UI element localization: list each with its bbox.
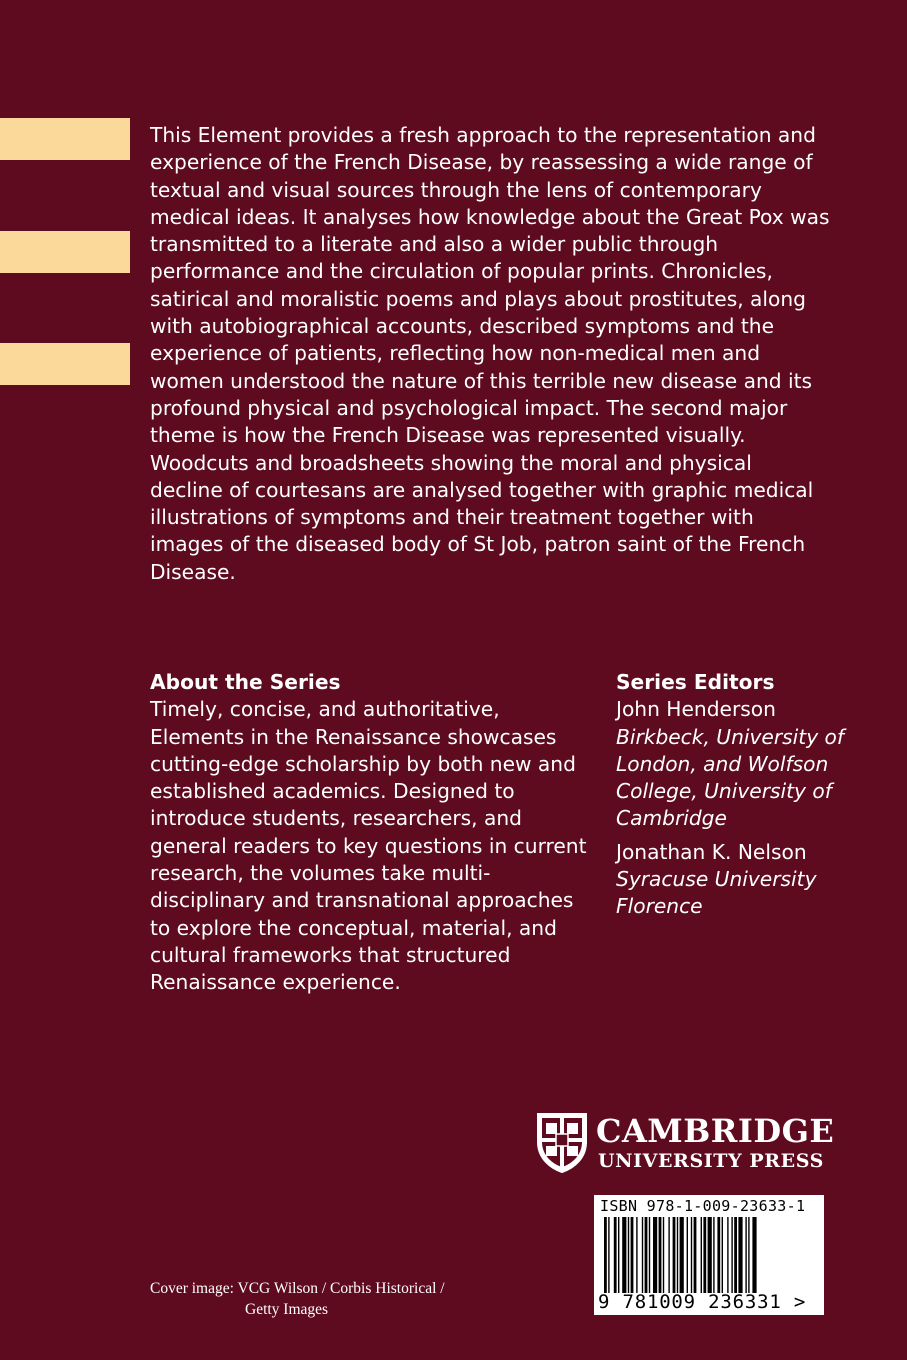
accent-bar-bottom [0, 343, 130, 385]
editor-affiliation: Birkbeck, University of London, and Wolfson College, University of Cambridge [616, 724, 845, 831]
isbn-text: ISBN 978-1-009-23633-1 [600, 1197, 806, 1215]
publisher-name: CAMBRIDGE [596, 1112, 835, 1150]
cover-image-credit [150, 1278, 445, 1320]
editor-entry [616, 839, 896, 921]
about-series-text: Timely, concise, and authoritative, Elements in the Renaissance showcases cutting-edge scholarship by both new and established academics. Designed to introduce students, researchers, and general readers to key questions in current research, the volumes take multi-disciplinary and transnational approaches to explore the conceptual, material, and cultural frameworks that structured Renaissance experience. [150, 697, 587, 995]
barcode-box [594, 1195, 824, 1315]
credit-line-1: Cover image: VCG Wilson / Corbis Historical / [150, 1280, 445, 1297]
series-editors-heading: Series Editors [616, 670, 775, 694]
editor-entry [616, 696, 896, 832]
shield-icon [536, 1112, 588, 1174]
barcode-icon [602, 1217, 806, 1293]
about-series-section [150, 669, 590, 997]
publisher-logo [536, 1112, 836, 1176]
about-series-heading: About the Series [150, 670, 341, 694]
accent-bar-middle [0, 231, 130, 273]
series-editors-section [616, 669, 896, 927]
editor-name: John Henderson [616, 697, 776, 722]
book-description: This Element provides a fresh approach to the representation and experience of the French Disease, by reassessing a wide range of textual and visual sources through the lens of contemporary medical ideas. It analyses how knowledge about the Great Pox was transmitted to a literate and also a wider public through performance and the circulation of popular prints. Chronicles, satirical and moralistic poems and plays about prostitutes, along with autobiographical accounts, described symptoms and the experience of patients, reflecting how non-medical men and women understood the nature of this terrible new disease and its profound physical and psychological impact. The second major theme is how the French Disease was represented visually. Woodcuts and broadsheets showing the moral and physical decline of courtesans are analysed together with graphic medical illustrations of symptoms and their treatment together with images of the diseased body of St Job, patron saint of the French Disease. [150, 123, 830, 584]
editor-affiliation: Syracuse University Florence [616, 867, 817, 919]
editor-name: Jonathan K. Nelson [616, 839, 807, 864]
publisher-subtitle: UNIVERSITY PRESS [598, 1150, 824, 1172]
credit-line-2: Getty Images [245, 1301, 329, 1318]
barcode-digits: 9 781009 236331 > [598, 1291, 807, 1313]
accent-bar-top [0, 118, 130, 160]
